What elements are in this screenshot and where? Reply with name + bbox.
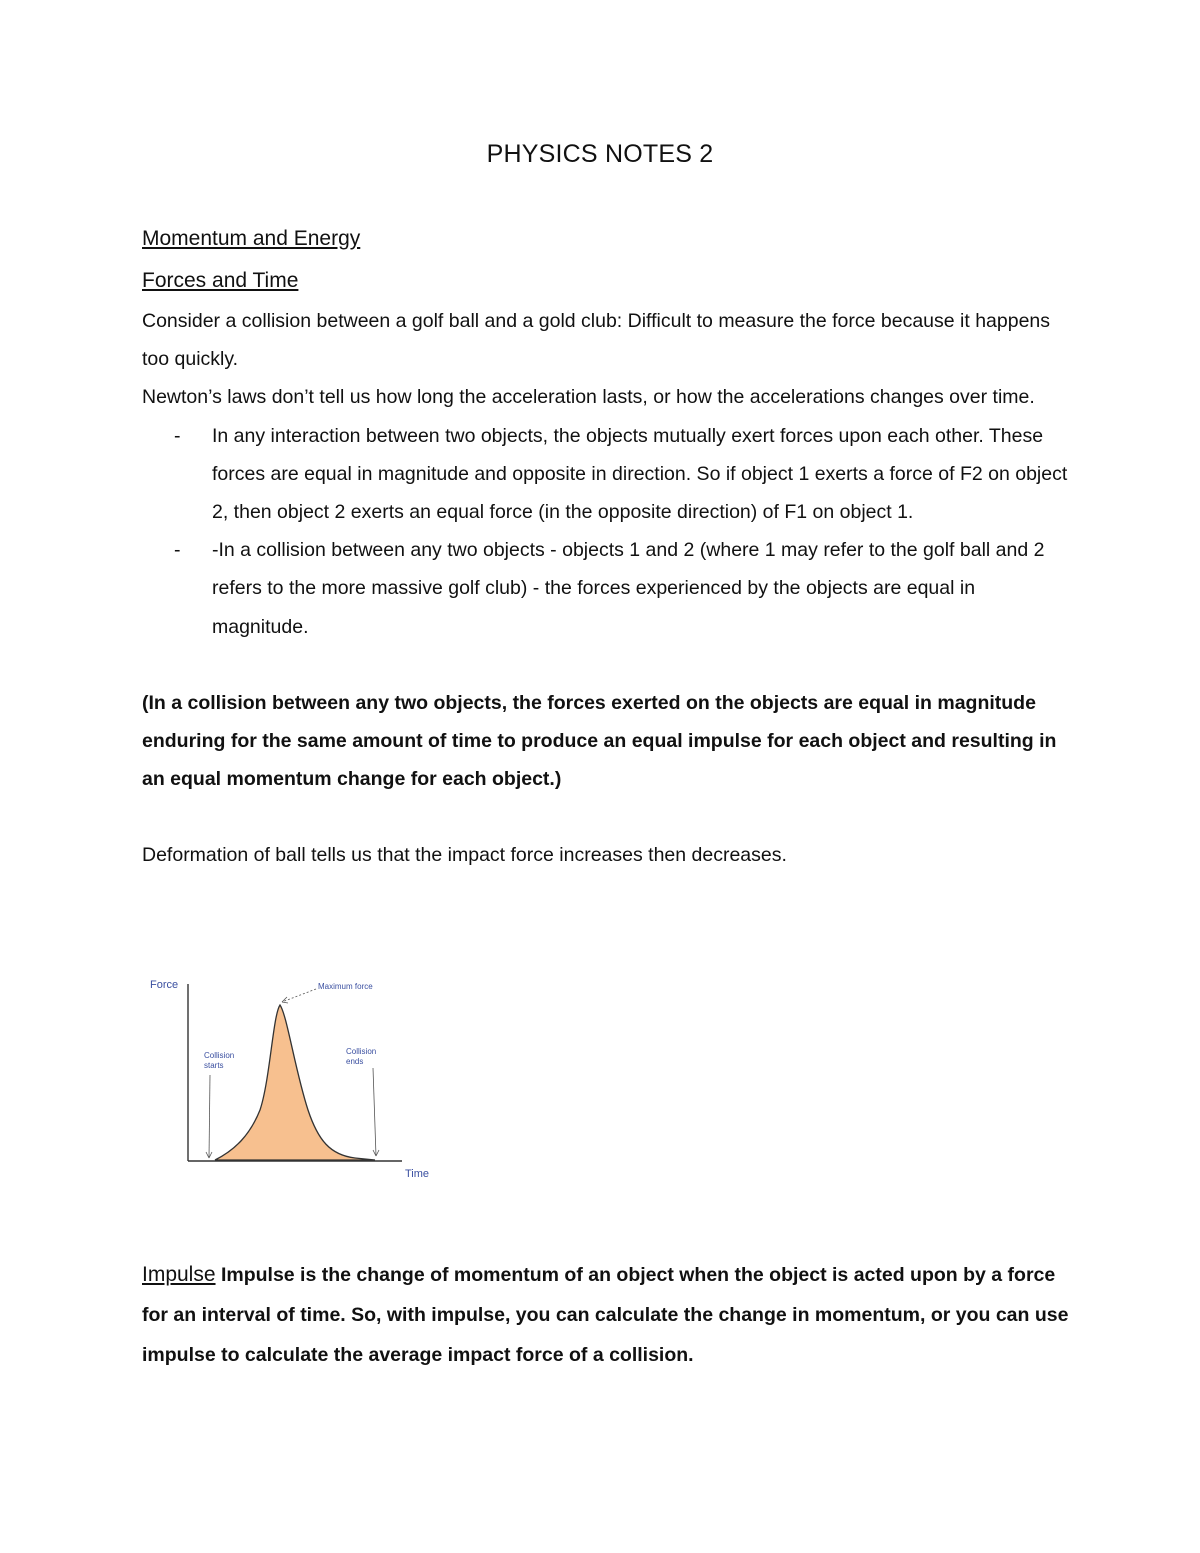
start-label-line2: starts — [204, 1061, 224, 1070]
peak-arrowhead — [282, 997, 288, 1003]
impulse-term: Impulse — [142, 1263, 216, 1286]
impulse-paragraph — [142, 1255, 1072, 1375]
paragraph-collision: Consider a collision between a golf ball and a gold club: Difficult to measure the force because it happens too quickly. — [142, 310, 1051, 371]
notes-body — [142, 218, 1072, 875]
impulse-definition: Impulse is the change of momentum of an object when the object is acted upon by a force for an interval of time. So, with impulse, you can calculate the change in momentum, or you can use impulse to calculate the average impact force of a collision. — [142, 1264, 1069, 1366]
end-label-line2: ends — [346, 1057, 364, 1066]
bullet-text: In any interaction between two objects, the objects mutually exert forces upon each other. These forces are equal in magnitude and opposite in direction. So if object 1 exerts a force of F2 on object 2, then object 2 exerts an equal force (in the opposite direction) of F1 on object 1. — [212, 424, 1068, 524]
bold-statement: (In a collision between any two objects, the forces exerted on the objects are equal in magnitude enduring for the same amount of time to produce an equal impulse for each object and resulting in an equal momentum change for each object.) — [142, 691, 1057, 791]
start-label-line1: Collision — [204, 1051, 235, 1060]
end-arrow — [373, 1068, 376, 1156]
peak-label: Maximum force — [318, 982, 373, 991]
paragraph-newton: Newton’s laws don’t tell us how long the acceleration lasts, or how the accelerations changes over time. — [142, 386, 1035, 409]
section-heading: Momentum and Energy — [142, 227, 361, 250]
start-arrow — [209, 1075, 210, 1158]
end-label — [346, 1047, 378, 1066]
x-axis-label: Time — [405, 1168, 430, 1180]
force-curve — [215, 1005, 375, 1160]
page-title: PHYSICS NOTES 2 — [486, 140, 714, 168]
bullet-text: -In a collision between any two objects - objects 1 and 2 (where 1 may refer to the golf ball and 2 refers to the more massive golf club) - the forces experienced by the objects are equal in magnitude. — [212, 539, 1045, 638]
force-time-graph — [140, 970, 440, 1185]
bullet-dash: - — [174, 539, 181, 562]
y-axis-label: Force — [150, 979, 179, 991]
start-label — [204, 1051, 236, 1070]
peak-arrow — [282, 989, 316, 1002]
subsection-heading: Forces and Time — [142, 269, 299, 292]
bullet-item — [142, 531, 1072, 646]
end-label-line1: Collision — [346, 1047, 377, 1056]
bullet-list — [142, 417, 1072, 646]
bullet-dash: - — [174, 424, 181, 447]
deformation-note: Deformation of ball tells us that the impact force increases then decreases. — [142, 844, 787, 867]
bullet-item — [142, 417, 1072, 532]
